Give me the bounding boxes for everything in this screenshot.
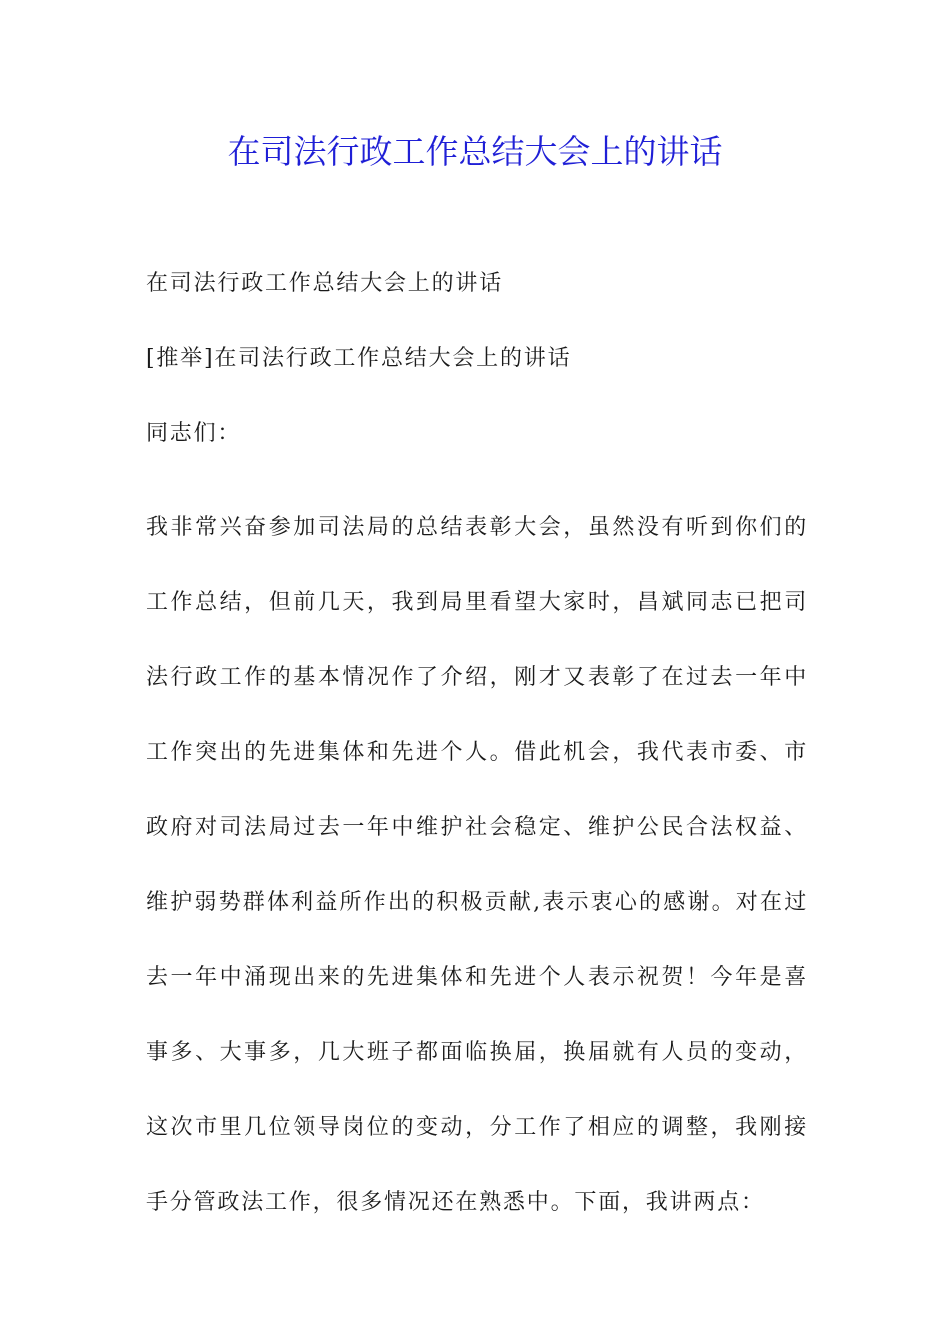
paragraph-line: 这次市里几位领导岗位的变动，分工作了相应的调整，我刚接 <box>146 1115 808 1140</box>
speech-paragraph <box>146 490 808 1240</box>
document-title: 在司法行政工作总结大会上的讲话 <box>227 132 723 171</box>
recommend-line: [推举]在司法行政工作总结大会上的讲话 <box>146 346 572 371</box>
paragraph-line: 我非常兴奋参加司法局的总结表彰大会，虽然没有听到你们的 <box>146 515 808 540</box>
paragraph-line: 手分管政法工作，很多情况还在熟悉中。下面，我讲两点： <box>146 1190 765 1215</box>
subtitle-line: 在司法行政工作总结大会上的讲话 <box>146 271 504 296</box>
paragraph-line: 维护弱势群体利益所作出的积极贡献,表示衷心的感谢。对在过 <box>146 890 808 915</box>
paragraph-line: 法行政工作的基本情况作了介绍，刚才又表彰了在过去一年中 <box>146 665 808 690</box>
paragraph-line: 工作总结，但前几天，我到局里看望大家时，昌斌同志已把司 <box>146 590 808 615</box>
paragraph-line: 去一年中涌现出来的先进集体和先进个人表示祝贺！今年是喜 <box>146 965 808 990</box>
paragraph-line: 工作突出的先进集体和先进个人。借此机会，我代表市委、市 <box>146 740 808 765</box>
paragraph-line: 政府对司法局过去一年中维护社会稳定、维护公民合法权益、 <box>146 815 808 840</box>
salutation: 同志们： <box>146 421 242 446</box>
paragraph-line: 事多、大事多，几大班子都面临换届，换届就有人员的变动， <box>146 1040 808 1065</box>
